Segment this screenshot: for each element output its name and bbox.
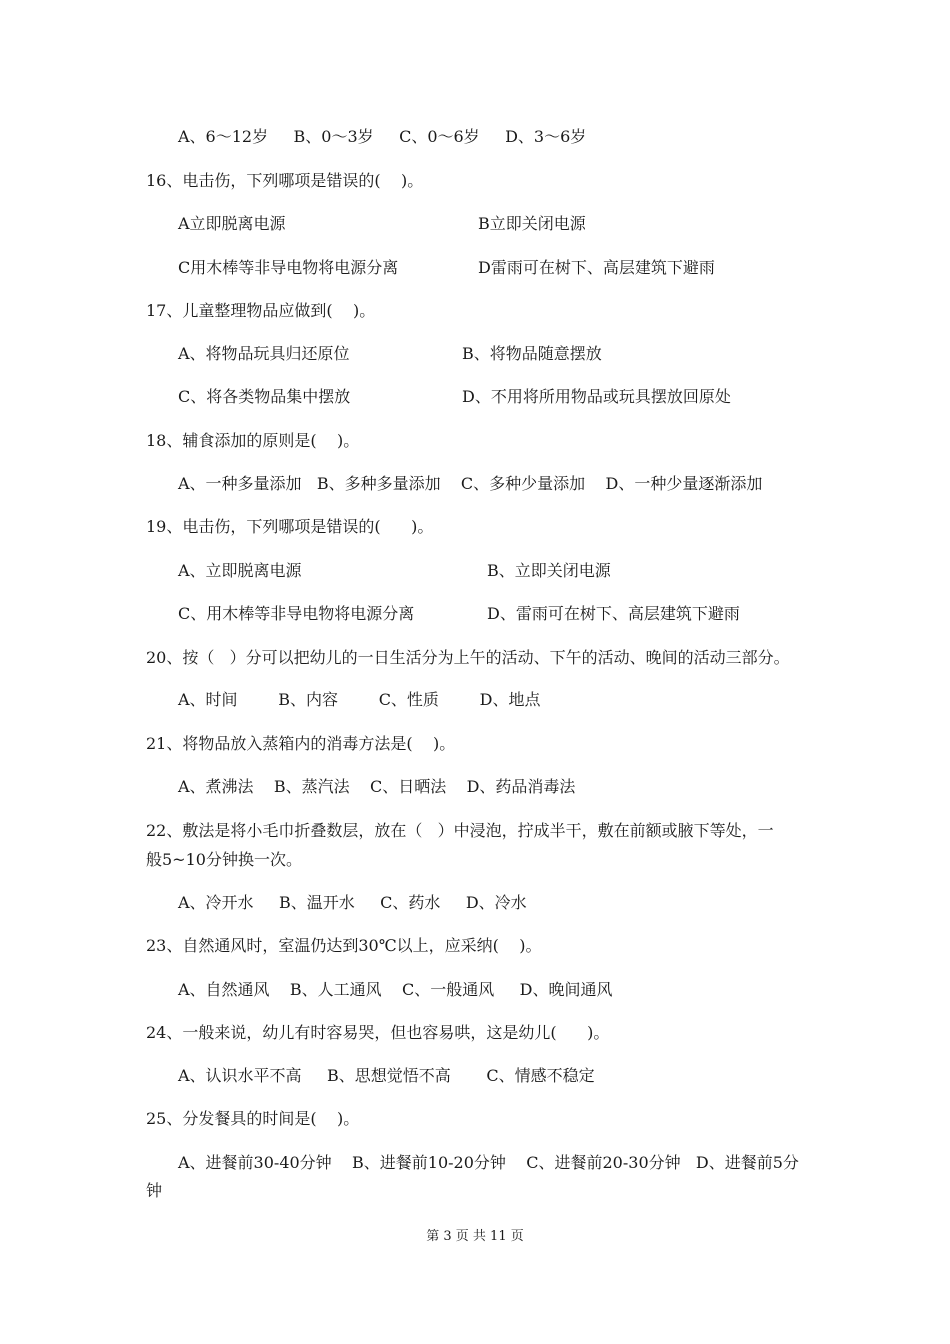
q25-options-continued: 钟 — [146, 1181, 163, 1200]
q16-option-d: D雷雨可在树下、高层建筑下避雨 — [478, 258, 715, 277]
question-20: 20、按（ ）分可以把幼儿的一日生活分为上午的活动、下午的活动、晚间的活动三部分。 — [146, 648, 790, 667]
question-23: 23、自然通风时，室温仍达到30℃以上，应采纳( )。 — [146, 936, 542, 955]
q21-options: A、煮沸法 B、蒸汽法 C、日晒法 D、药品消毒法 — [178, 777, 576, 796]
question-22-continued: 般5~10分钟换一次。 — [146, 850, 302, 869]
question-16: 16、电击伤，下列哪项是错误的( )。 — [146, 171, 424, 190]
question-17: 17、儿童整理物品应做到( )。 — [146, 301, 376, 320]
q19-option-b: B、立即关闭电源 — [487, 561, 611, 580]
question-19: 19、电击伤，下列哪项是错误的( )。 — [146, 517, 434, 536]
q17-option-b: B、将物品随意摆放 — [462, 344, 602, 363]
question-18: 18、辅食添加的原则是( )。 — [146, 431, 360, 450]
q16-option-c: C用木棒等非导电物将电源分离 — [178, 258, 399, 277]
q20-options: A、时间 B、内容 C、性质 D、地点 — [178, 690, 541, 709]
question-25: 25、分发餐具的时间是( )。 — [146, 1109, 360, 1128]
q22-options: A、冷开水 B、温开水 C、药水 D、冷水 — [178, 893, 527, 912]
q23-options: A、自然通风 B、人工通风 C、一般通风 D、晚间通风 — [178, 980, 613, 999]
question-24: 24、一般来说，幼儿有时容易哭，但也容易哄，这是幼儿( )。 — [146, 1023, 610, 1042]
q16-option-a: A立即脱离电源 — [178, 214, 286, 233]
page-footer: 第 3 页 共 11 页 — [426, 1229, 524, 1244]
question-21: 21、将物品放入蒸箱内的消毒方法是( )。 — [146, 734, 456, 753]
q19-option-c: C、用木棒等非导电物将电源分离 — [178, 604, 415, 623]
q17-option-a: A、将物品玩具归还原位 — [178, 344, 350, 363]
q19-option-d: D、雷雨可在树下、高层建筑下避雨 — [487, 604, 740, 623]
q24-options: A、认识水平不高 B、思想觉悟不高 C、情感不稳定 — [178, 1066, 595, 1085]
q16-option-b: B立即关闭电源 — [478, 214, 586, 233]
q25-options: A、进餐前30-40分钟 B、进餐前10-20分钟 C、进餐前20-30分钟 D、进餐前5分 — [178, 1153, 799, 1172]
q18-options: A、一种多量添加 B、多种多量添加 C、多种少量添加 D、一种少量逐渐添加 — [178, 474, 763, 493]
q17-option-c: C、将各类物品集中摆放 — [178, 387, 351, 406]
question-22: 22、敷法是将小毛巾折叠数层，放在（ ）中浸泡，拧成半干，敷在前额或腋下等处，一 — [146, 821, 774, 840]
q17-option-d: D、不用将所用物品或玩具摆放回原处 — [462, 387, 731, 406]
q19-option-a: A、立即脱离电源 — [178, 561, 302, 580]
q15-options: A、6～12岁 B、0～3岁 C、0～6岁 D、3～6岁 — [178, 127, 587, 146]
